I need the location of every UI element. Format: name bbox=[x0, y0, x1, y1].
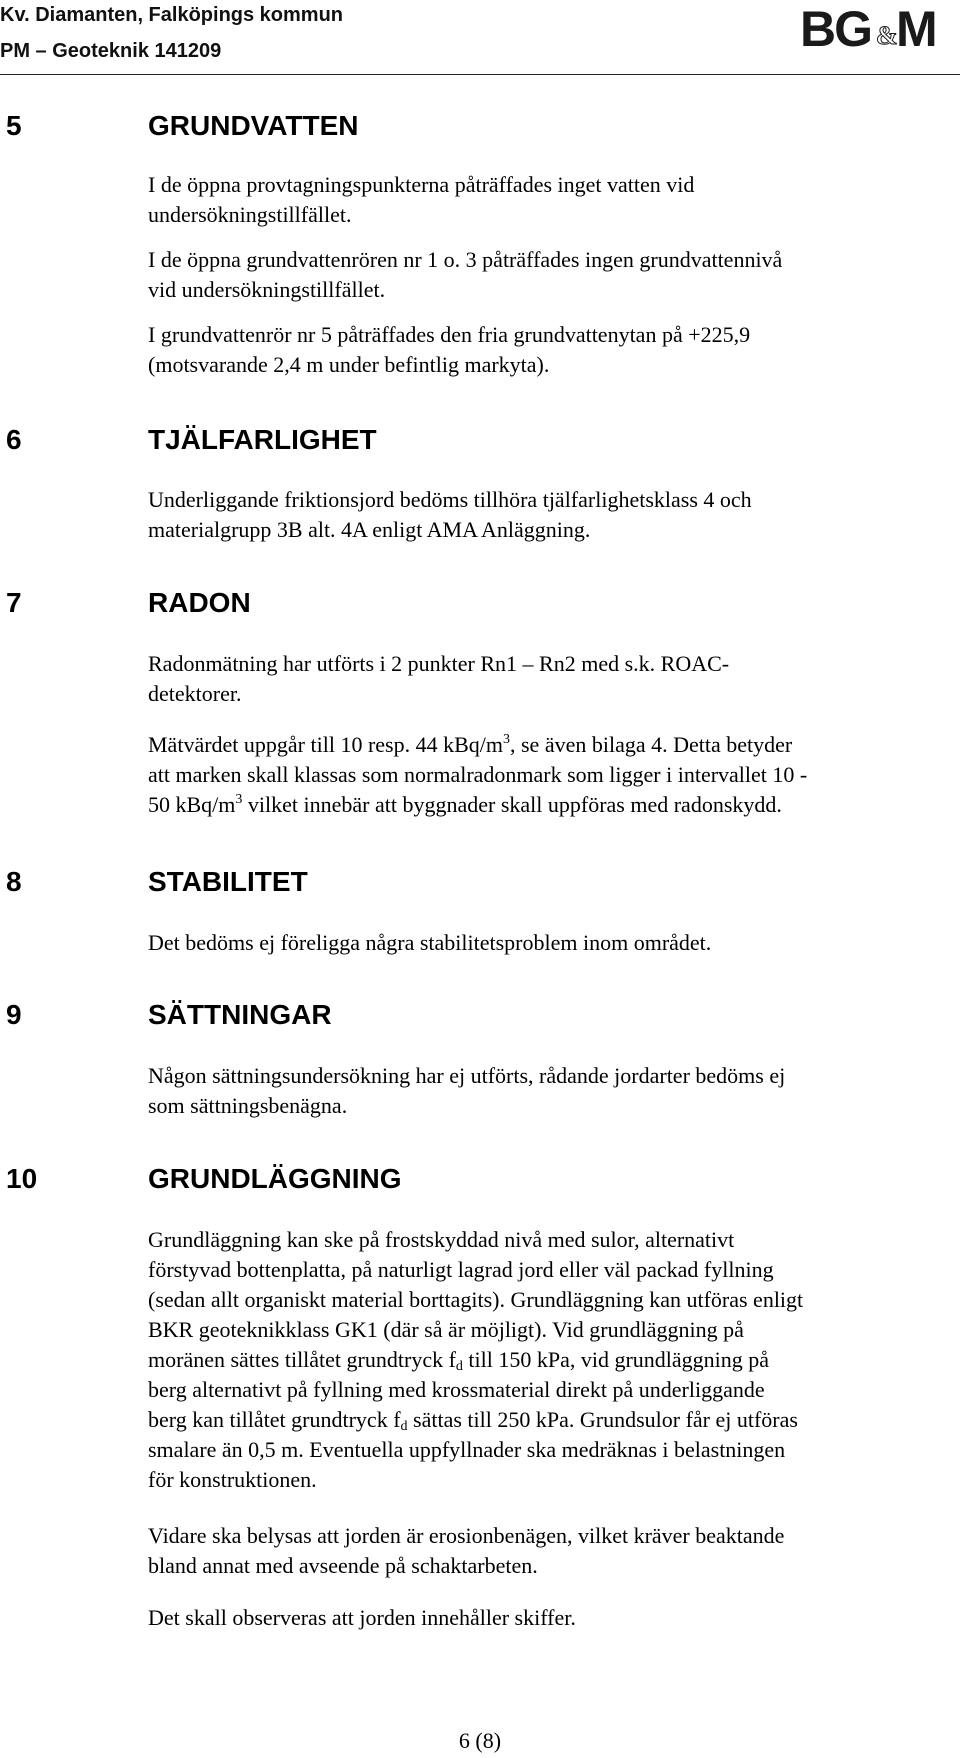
text-line: Någon sättningsundersökning har ej utförts, rådande jordarter bedöms ej bbox=[148, 1063, 786, 1088]
subscript: d bbox=[400, 1419, 408, 1434]
text-fragment: vilket innebär att byggnader skall uppföras med radonskydd. bbox=[242, 792, 782, 817]
text-line: Grundläggning kan ske på frostskyddad nivå med sulor, alternativt bbox=[148, 1227, 735, 1252]
text-line: Underliggande friktionsjord bedöms tillhöra tjälfarlighetsklass 4 och bbox=[148, 487, 752, 512]
text-fragment: moränen sättes tillåtet grundtryck f bbox=[148, 1347, 456, 1372]
text-line bbox=[148, 1345, 938, 1375]
header-document: PM – Geoteknik 141209 bbox=[0, 40, 222, 62]
section-9-paragraph-1 bbox=[148, 1061, 938, 1121]
section-6-number: 6 bbox=[6, 424, 22, 455]
section-5-number: 5 bbox=[6, 110, 22, 141]
superscript: 3 bbox=[503, 732, 510, 747]
section-5-paragraph-3 bbox=[148, 320, 938, 380]
section-5-paragraph-2 bbox=[148, 245, 938, 305]
text-line: I grundvattenrör nr 5 påträffades den fria grundvattenytan på +225,9 bbox=[148, 322, 751, 347]
section-8-number: 8 bbox=[6, 866, 22, 897]
section-5-title: GRUNDVATTEN bbox=[148, 110, 359, 141]
text-line: smalare än 0,5 m. Eventuella uppfyllnader ska medräknas i belastningen bbox=[148, 1437, 786, 1462]
section-10-number: 10 bbox=[6, 1163, 38, 1194]
svg-text:M: M bbox=[896, 1, 938, 54]
svg-text:&: & bbox=[876, 21, 898, 50]
text-line: förstyvad bottenplatta, på naturligt lagrad jord eller väl packad fyllning bbox=[148, 1257, 774, 1282]
section-7-title: RADON bbox=[148, 587, 251, 618]
text-line: Det skall observeras att jorden innehåller skiffer. bbox=[148, 1605, 576, 1630]
text-fragment: sättas till 250 kPa. Grundsulor får ej utföras bbox=[407, 1407, 798, 1432]
text-line: Vidare ska belysas att jorden är erosionbenägen, vilket kräver beaktande bbox=[148, 1523, 785, 1548]
text-line: (sedan allt organiskt material borttagits). Grundläggning kan utföras enligt bbox=[148, 1287, 804, 1312]
text-line: (motsvarande 2,4 m under befintlig markyta). bbox=[148, 352, 550, 377]
section-6-title: TJÄLFARLIGHET bbox=[148, 424, 377, 455]
section-10-title: GRUNDLÄGGNING bbox=[148, 1163, 402, 1194]
text-fragment: till 150 kPa, vid grundläggning på bbox=[462, 1347, 770, 1372]
section-9-number: 9 bbox=[6, 999, 22, 1030]
text-line: I de öppna grundvattenrören nr 1 o. 3 påträffades ingen grundvattennivå bbox=[148, 247, 783, 272]
header-project: Kv. Diamanten, Falköpings kommun bbox=[0, 4, 344, 26]
text-line: undersökningstillfället. bbox=[148, 202, 352, 227]
text-line bbox=[148, 730, 938, 760]
text-fragment: Mätvärdet uppgår till 10 resp. 44 kBq/m bbox=[148, 732, 503, 757]
text-fragment: 50 kBq/m bbox=[148, 792, 236, 817]
section-10-paragraph-1 bbox=[148, 1225, 938, 1495]
section-9-title: SÄTTNINGAR bbox=[148, 999, 332, 1030]
text-fragment: berg kan tillåtet grundtryck f bbox=[148, 1407, 401, 1432]
header-rule bbox=[0, 74, 960, 75]
text-line: som sättningsbenägna. bbox=[148, 1093, 348, 1118]
section-8-title: STABILITET bbox=[148, 866, 308, 897]
text-line bbox=[148, 790, 938, 820]
section-7-paragraph-1 bbox=[148, 649, 938, 709]
section-5-paragraph-1 bbox=[148, 170, 938, 230]
text-line: vid undersökningstillfället. bbox=[148, 277, 386, 302]
section-10-paragraph-2 bbox=[148, 1521, 938, 1581]
text-fragment: , se även bilaga 4. Detta betyder bbox=[510, 732, 793, 757]
text-line: att marken skall klassas som normalradonmark som ligger i intervallet 10 - bbox=[148, 762, 808, 787]
text-line: för konstruktionen. bbox=[148, 1467, 317, 1492]
svg-text:BG: BG bbox=[800, 1, 871, 54]
text-line: berg alternativt på fyllning med krossmaterial direkt på underliggande bbox=[148, 1377, 765, 1402]
page-number: 6 (8) bbox=[458, 1728, 502, 1753]
bgm-logo bbox=[800, 0, 950, 54]
text-line: detektorer. bbox=[148, 681, 242, 706]
text-line bbox=[148, 1405, 938, 1435]
section-7-paragraph-2 bbox=[148, 730, 938, 820]
section-7-number: 7 bbox=[6, 587, 22, 618]
subscript: d bbox=[455, 1359, 463, 1374]
text-line: I de öppna provtagningspunkterna påträffades inget vatten vid bbox=[148, 172, 695, 197]
text-line: BKR geoteknikklass GK1 (där så är möjligt). Vid grundläggning på bbox=[148, 1317, 744, 1342]
section-10-paragraph-3 bbox=[148, 1603, 938, 1633]
text-line: bland annat med avseende på schaktarbeten. bbox=[148, 1553, 538, 1578]
section-8-paragraph-1 bbox=[148, 928, 938, 958]
text-line: Det bedöms ej föreligga några stabilitetsproblem inom området. bbox=[148, 930, 712, 955]
superscript: 3 bbox=[235, 792, 243, 807]
text-line: Radonmätning har utförts i 2 punkter Rn1 – Rn2 med s.k. ROAC- bbox=[148, 651, 730, 676]
text-line: materialgrupp 3B alt. 4A enligt AMA Anläggning. bbox=[148, 517, 591, 542]
section-6-paragraph-1 bbox=[148, 485, 938, 545]
